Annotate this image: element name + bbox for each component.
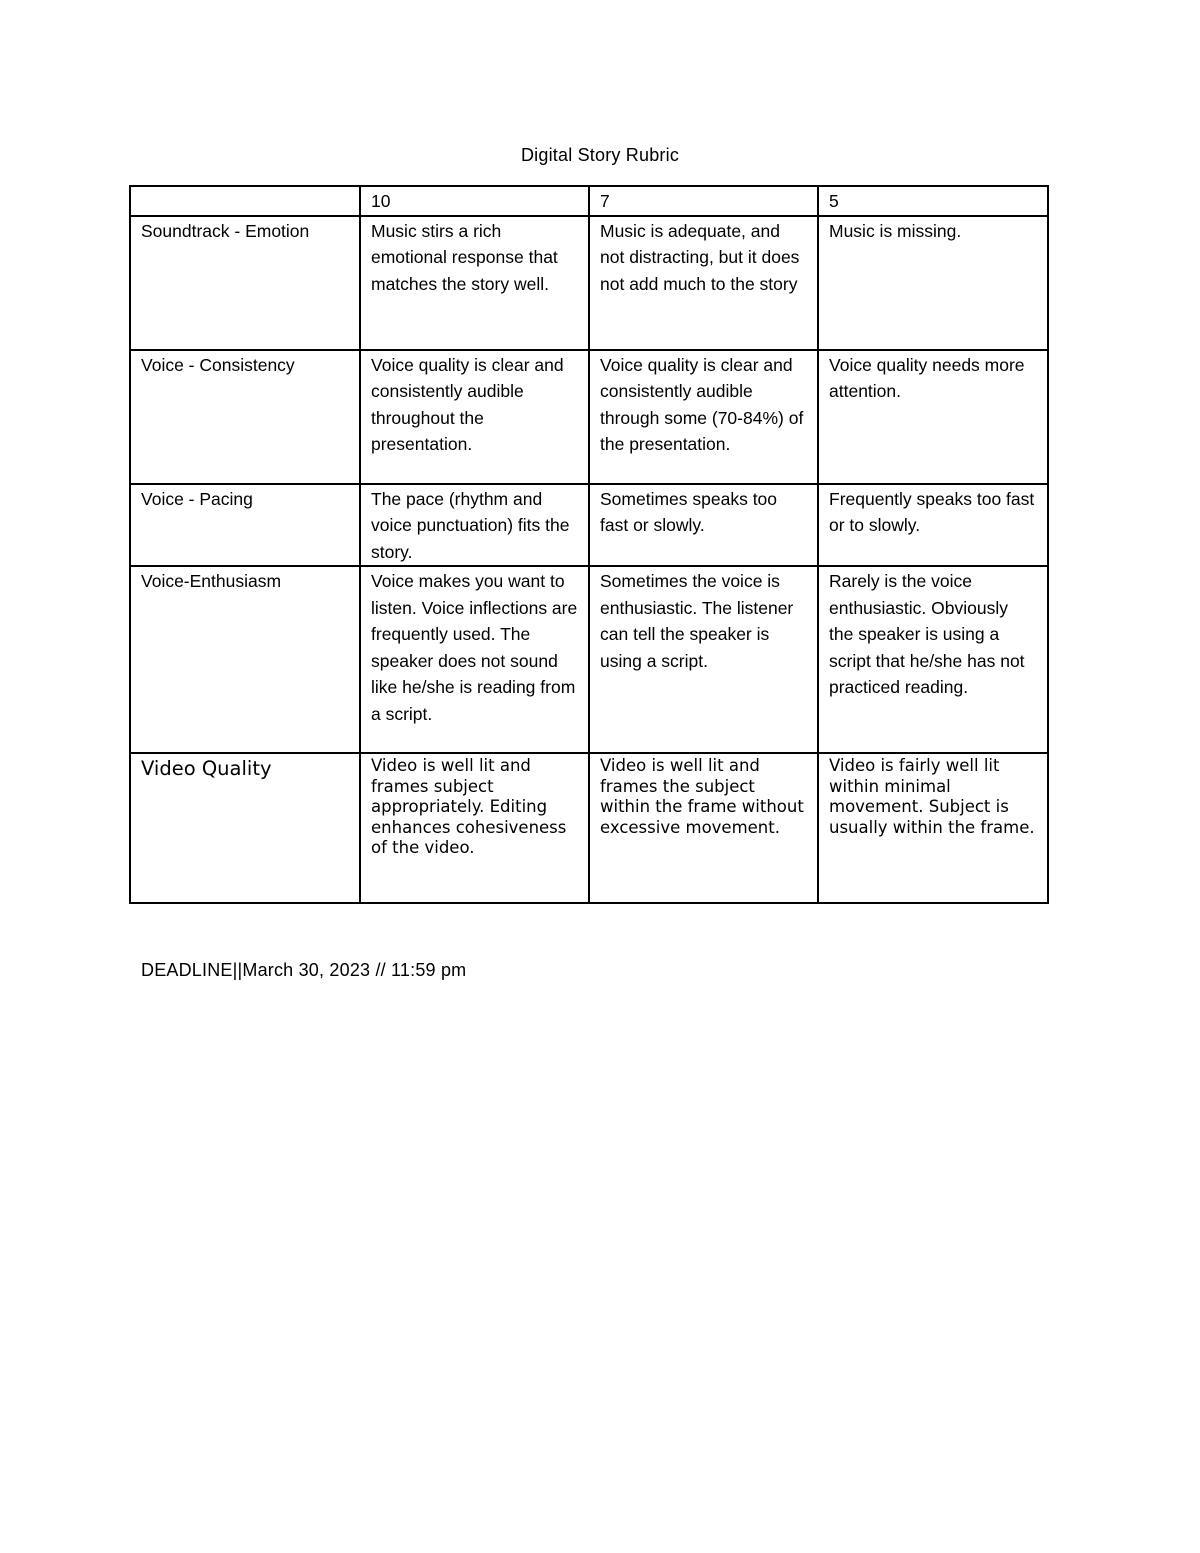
score-5-cell: Frequently speaks too fast or to slowly. — [818, 484, 1048, 567]
score-5-cell: Rarely is the voice enthusiastic. Obviously the speaker is using a script that he/she has not practiced reading. — [818, 566, 1048, 753]
header-cell-score-10: 10 — [360, 186, 589, 216]
criterion-cell: Voice - Pacing — [130, 484, 360, 567]
table-row — [130, 350, 1048, 484]
score-7-cell: Music is adequate, and not distracting, but it does not add much to the story — [589, 216, 818, 350]
score-7-cell: Voice quality is clear and consistently audible through some (70-84%) of the presentation. — [589, 350, 818, 484]
score-10-cell: Voice makes you want to listen. Voice inflections are frequently used. The speaker does not sound like he/she is reading from a script. — [360, 566, 589, 753]
criterion-cell: Soundtrack - Emotion — [130, 216, 360, 350]
header-row — [130, 186, 1048, 216]
table-row — [130, 484, 1048, 567]
table-row — [130, 566, 1048, 753]
document-title: Digital Story Rubric — [520, 145, 680, 165]
score-5-cell: Music is missing. — [818, 216, 1048, 350]
deadline-text: DEADLINE||March 30, 2023 // 11:59 pm — [141, 960, 467, 980]
score-10-cell: Voice quality is clear and consistently audible throughout the presentation. — [360, 350, 589, 484]
score-7-cell: Sometimes the voice is enthusiastic. The listener can tell the speaker is using a script. — [589, 566, 818, 753]
score-7-cell: Video is well lit and frames the subject within the frame without excessive movement. — [589, 753, 818, 903]
score-10-cell: The pace (rhythm and voice punctuation) fits the story. — [360, 484, 589, 567]
header-cell-criterion — [130, 186, 360, 216]
criterion-cell: Voice-Enthusiasm — [130, 566, 360, 753]
table-row — [130, 216, 1048, 350]
table-row — [130, 753, 1048, 903]
score-10-cell: Music stirs a rich emotional response that matches the story well. — [360, 216, 589, 350]
rubric-table — [129, 185, 1049, 904]
score-10-cell: Video is well lit and frames subject appropriately. Editing enhances cohesiveness of the video. — [360, 753, 589, 903]
score-5-cell: Voice quality needs more attention. — [818, 350, 1048, 484]
criterion-cell: Video Quality — [130, 753, 360, 903]
score-5-cell: Video is fairly well lit within minimal movement. Subject is usually within the frame. — [818, 753, 1048, 903]
score-7-cell: Sometimes speaks too fast or slowly. — [589, 484, 818, 567]
header-cell-score-5: 5 — [818, 186, 1048, 216]
criterion-cell: Voice - Consistency — [130, 350, 360, 484]
header-cell-score-7: 7 — [589, 186, 818, 216]
